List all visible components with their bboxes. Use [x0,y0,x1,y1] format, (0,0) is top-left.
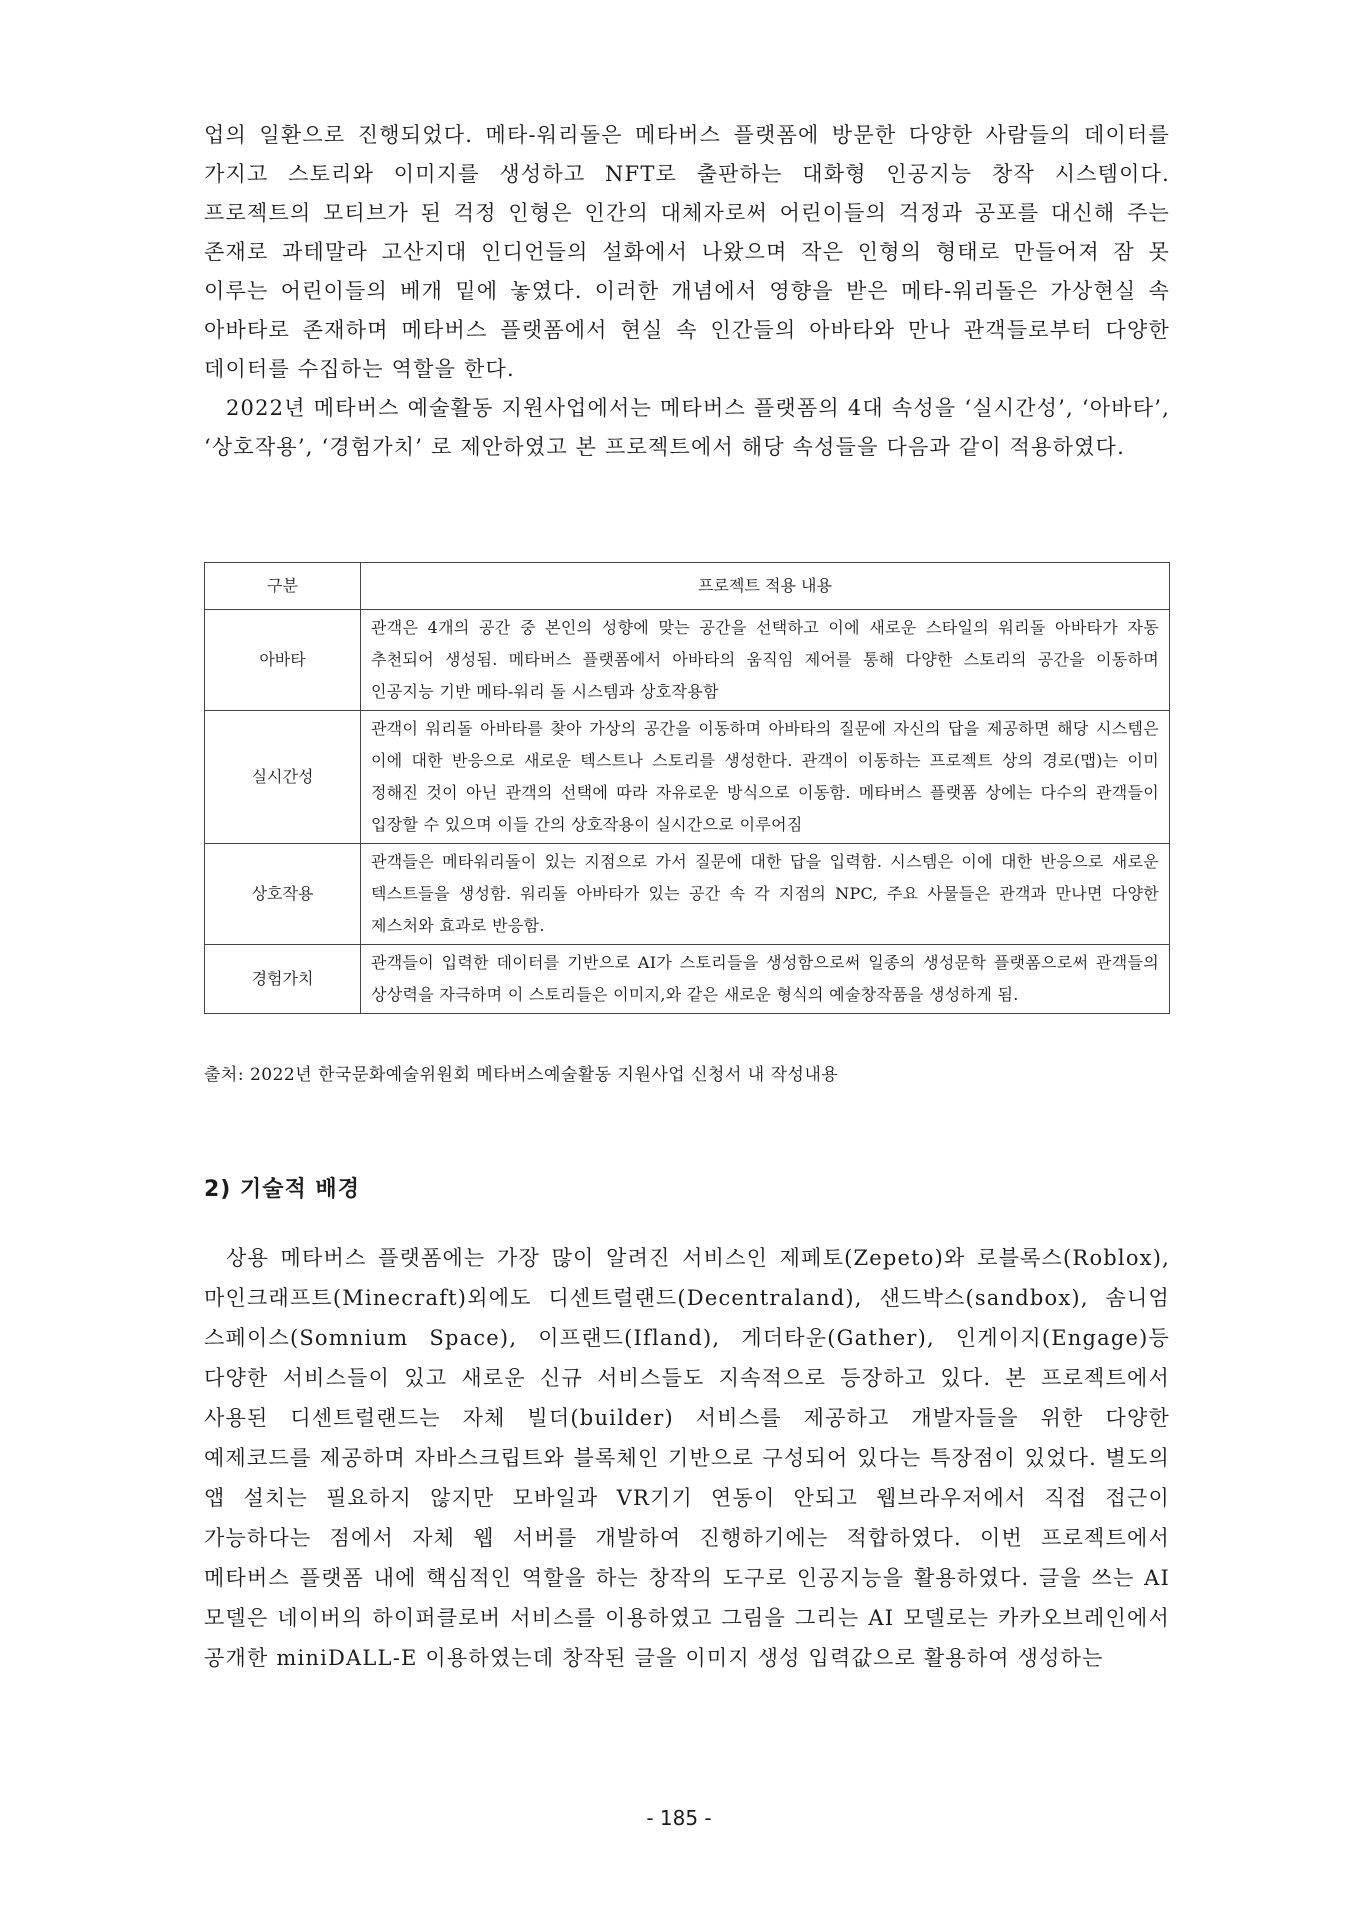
attribute-table [204,562,1170,1014]
row-content: 관객이 워리돌 아바타를 찾아 가상의 공간을 이동하며 아바타의 질문에 자신의 답을 제공하면 해당 시스템은 이에 대한 반응으로 새로운 텍스트나 스토리를 생성한다. 관객이 이동하는 프로젝트 상의 경로(맵)는 이미 정해진 것이 아닌 관객의 선택에 따라 자유로운 방식으로 이동함. 메타버스 플랫폼 상에는 다수의 관객들이 입장할 수 있으며 이들 간의 상호작용이 실시간으로 이루어짐 [361,711,1170,844]
row-category: 경험가치 [205,945,361,1014]
row-content: 관객들이 입력한 데이터를 기반으로 AI가 스토리들을 생성함으로써 일종의 생성문학 플랫폼으로써 관객들의 상상력을 자극하며 이 스토리들은 이미지,와 같은 새로운 형식의 예술창작품을 생성하게 됨. [361,945,1170,1014]
intro-paragraph-2: 2022년 메타버스 예술활동 지원사업에서는 메타버스 플랫폼의 4대 속성을 ‘실시간성’, ‘아바타’, ‘상호작용’, ‘경험가치’ 로 제안하였고 본 프로젝트에서 해당 속성들을 다음과 같이 적용하였다. [204,396,1170,459]
page-number: - 185 - [646,1806,712,1830]
tech-background-paragraph [204,1238,1170,1678]
row-content: 관객들은 메타워리돌이 있는 지점으로 가서 질문에 대한 답을 입력함. 시스템은 이에 대한 반응으로 새로운 텍스트들을 생성함. 워리돌 아바타가 있는 공간 속 각 지점의 NPC, 주요 사물들은 관객과 만나면 다양한 제스처와 효과로 반응함. [361,844,1170,945]
table-row [205,844,1170,945]
table-header-row [205,563,1170,610]
row-category: 아바타 [205,610,361,711]
row-category: 상호작용 [205,844,361,945]
row-content: 관객은 4개의 공간 중 본인의 성향에 맞는 공간을 선택하고 이에 새로운 스타일의 워리돌 아바타가 자동 추천되어 생성됨. 메타버스 플랫폼에서 아바타의 움직임 제어를 통해 다양한 스토리의 공간을 이동하며 인공지능 기반 메타-워리 돌 시스템과 상호작용함 [361,610,1170,711]
table-row [205,945,1170,1014]
intro-paragraph-1: 업의 일환으로 진행되었다. 메타-워리돌은 메타버스 플랫폼에 방문한 다양한 사람들의 데이터를 가지고 스토리와 이미지를 생성하고 NFT로 출판하는 대화형 인공지능 창작 시스템이다. 프로젝트의 모티브가 된 걱정 인형은 인간의 대체자로써 어린이들의 걱정과 공포를 대신해 주는 존재로 과테말라 고산지대 인디언들의 설화에서 나왔으며 작은 인형의 형태로 만들어져 잠 못 이루는 어린이들의 베개 밑에 놓였다. 이러한 개념에서 영향을 받은 메타-워리돌은 가상현실 속 아바타로 존재하며 메타버스 플랫폼에서 현실 속 인간들의 아바타와 만나 관객들로부터 다양한 데이터를 수집하는 역할을 한다. [204,123,1170,381]
table-row [205,711,1170,844]
tech-paragraph-text: 상용 메타버스 플랫폼에는 가장 많이 알려진 서비스인 제페토(Zepeto)와 로블록스(Roblox), 마인크래프트(Minecraft)외에도 디센트럴랜드(Decentraland), 샌드박스(sandbox), 솜니엄 스페이스(Somnium Space), 이프랜드(Ifland), 게더타운(Gather), 인게이지(Engage)등 다양한 서비스들이 있고 새로운 신규 서비스들도 지속적으로 등장하고 있다. 본 프로젝트에서 사용된 디센트럴랜드는 자체 빌더(builder) 서비스를 제공하고 개발자들을 위한 다양한 예제코드를 제공하며 자바스크립트와 블록체인 기반으로 구성되어 있다는 특장점이 있었다. 별도의 앱 설치는 필요하지 않지만 모바일과 VR기기 연동이 안되고 웹브라우저에서 직접 접근이 가능하다는 점에서 자체 웹 서버를 개발하여 진행하기에는 적합하였다. 이번 프로젝트에서 메타버스 플랫폼 내에 핵심적인 역할을 하는 창작의 도구로 인공지능을 활용하였다. 글을 쓰는 AI 모델은 네이버의 하이퍼클로버 서비스를 이용하였고 그림을 그리는 AI 모델로는 카카오브레인에서 공개한 miniDALL-E 이용하였는데 창작된 글을 이미지 생성 입력값으로 활용하여 생성하는 [204,1246,1170,1670]
intro-paragraph [204,116,1170,467]
table-source-note: 출처: 2022년 한국문화예술위원회 메타버스예술활동 지원사업 신청서 내 작성내용 [204,1065,839,1085]
section-heading: 2) 기술적 배경 [204,1177,360,1202]
attribute-table-container [204,562,1170,1014]
table-row [205,610,1170,711]
header-category: 구분 [205,563,361,610]
header-content: 프로젝트 적용 내용 [361,563,1170,610]
row-category: 실시간성 [205,711,361,844]
